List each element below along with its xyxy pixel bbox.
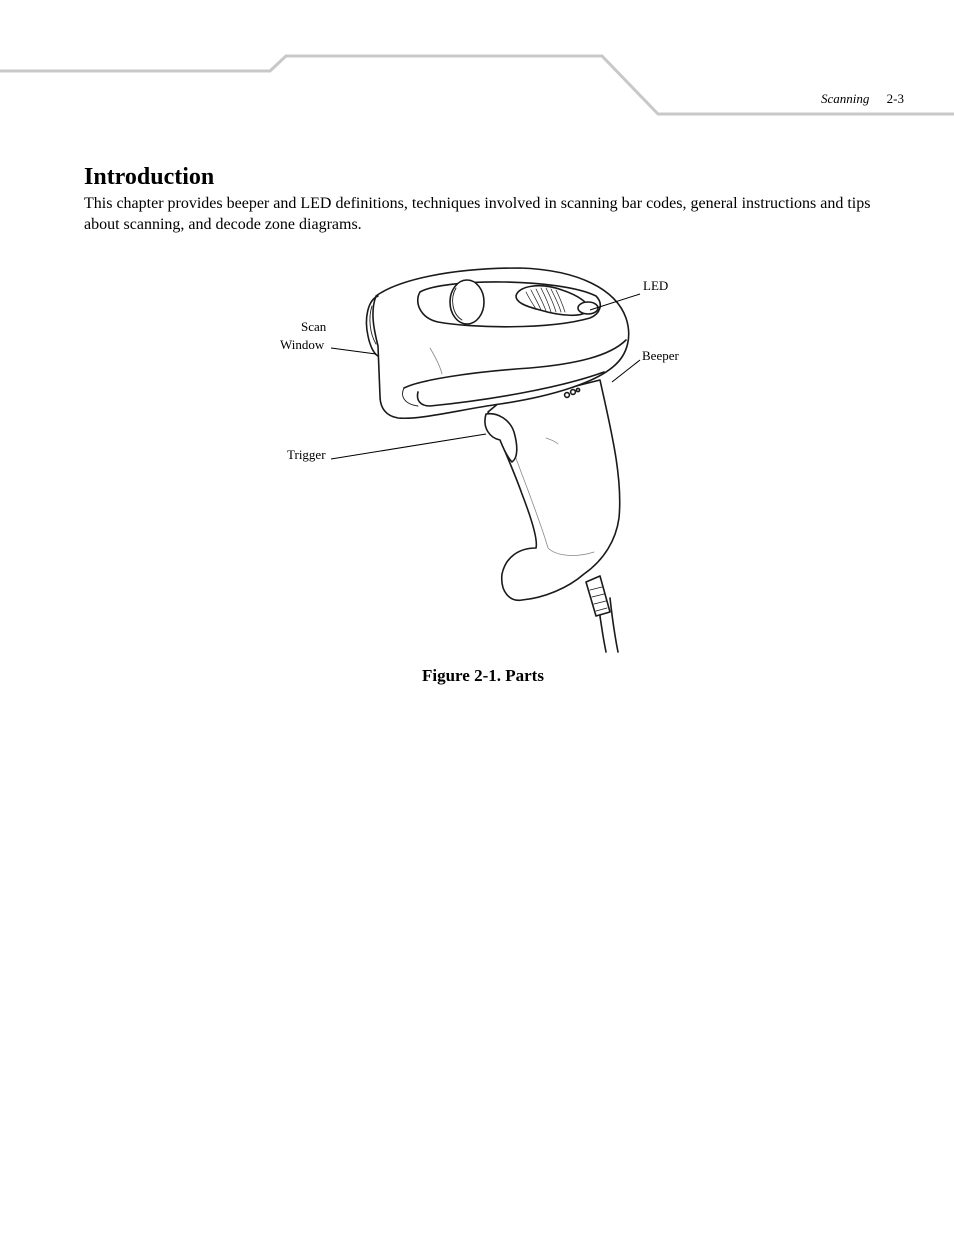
callout-scan-window-line2: Window (280, 337, 325, 352)
header-rule (0, 0, 954, 130)
scanner-parts-figure (0, 255, 954, 660)
section-title: Introduction (84, 164, 215, 190)
intro-paragraph: This chapter provides beeper and LED definitions, techniques involved in scanning bar codes, general instructions and tips about scanning, and decode zone diagrams. (84, 195, 871, 233)
running-head (821, 91, 904, 107)
callout-beeper: Beeper (642, 348, 679, 363)
running-head-chapter: Scanning (821, 91, 870, 106)
callout-scan-window-line1: Scan (301, 319, 327, 334)
callout-led: LED (643, 278, 669, 293)
figure-caption: Figure 2-1. Parts (422, 666, 544, 685)
running-head-page-number: 2-3 (886, 91, 904, 106)
callout-trigger: Trigger (287, 447, 326, 462)
scanner-illustration (366, 268, 628, 652)
